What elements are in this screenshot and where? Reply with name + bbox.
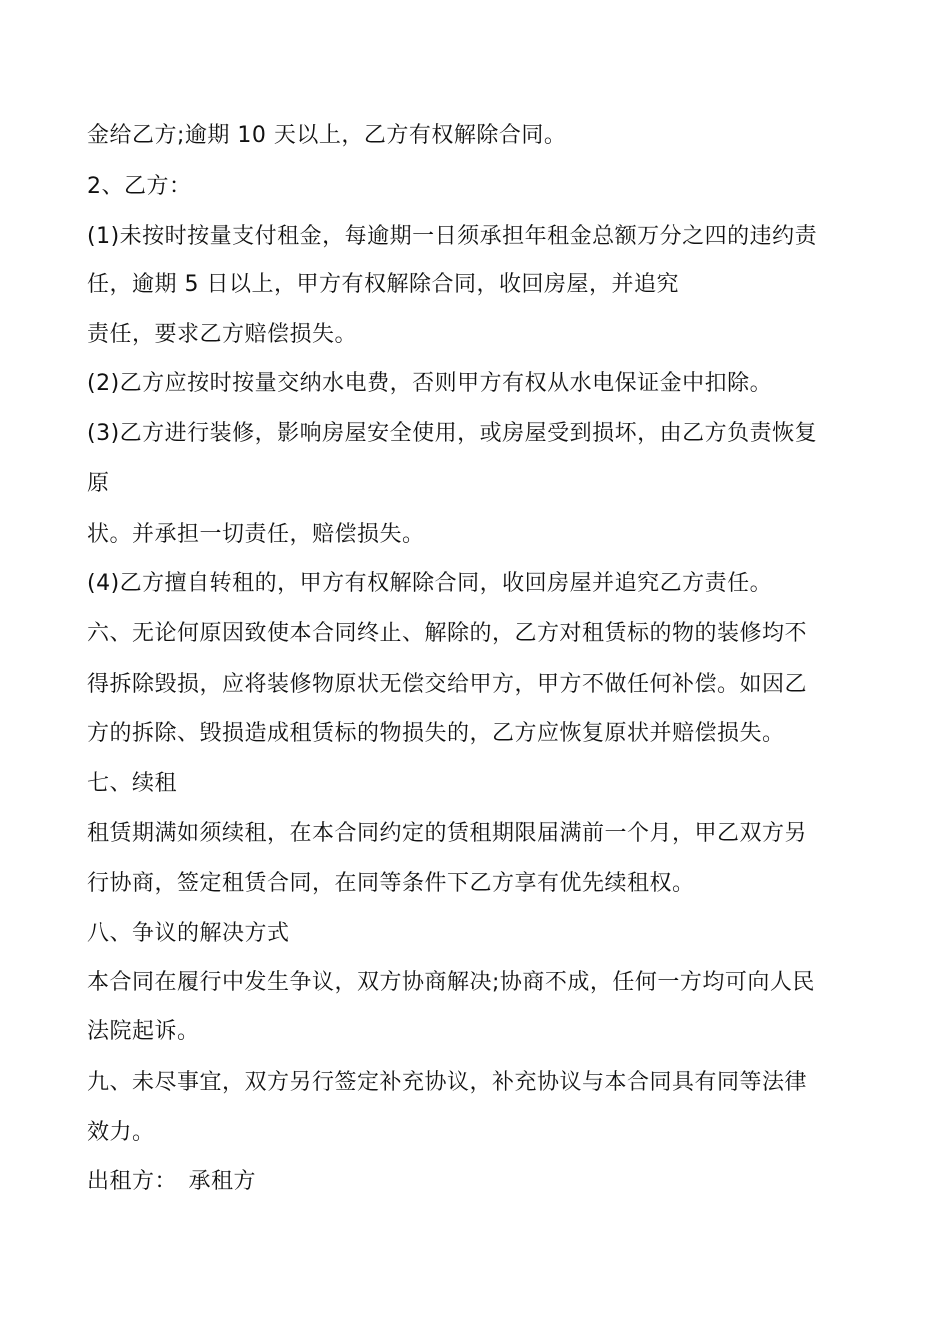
text-line: 金给乙方;逾期 10 天以上，乙方有权解除合同。 <box>87 123 567 148</box>
text-line: 本合同在履行中发生争议，双方协商解决;协商不成，任何一方均可向人民 <box>87 970 815 995</box>
signature-line: 出租方： 承租方 <box>87 1169 257 1194</box>
text-line: 租赁期满如须续租，在本合同约定的赁租期限届满前一个月，甲乙双方另 <box>87 821 808 846</box>
text-line: 责任，要求乙方赔偿损失。 <box>87 322 358 347</box>
text-line: 原 <box>87 471 110 496</box>
text-line: (2)乙方应按时按量交纳水电费，否则甲方有权从水电保证金中扣除。 <box>87 371 773 396</box>
text-line: (4)乙方擅自转租的，甲方有权解除合同，收回房屋并追究乙方责任。 <box>87 571 773 596</box>
section-heading: 八、争议的解决方式 <box>87 921 290 946</box>
text-line: 行协商，签定租赁合同，在同等条件下乙方享有优先续租权。 <box>87 871 695 896</box>
text-line: (1)未按时按量支付租金，每逾期一日须承担年租金总额万分之四的违约责 <box>87 224 818 249</box>
text-line: 任，逾期 5 日以上，甲方有权解除合同，收回房屋，并追究 <box>87 272 679 297</box>
text-line: 状。并承担一切责任，赔偿损失。 <box>87 522 425 547</box>
text-line: 得拆除毁损，应将装修物原状无偿交给甲方，甲方不做任何补偿。如因乙 <box>87 672 808 697</box>
section-heading: 七、续租 <box>87 771 178 796</box>
text-line: 法院起诉。 <box>87 1019 200 1044</box>
text-line: 九、未尽事宜，双方另行签定补充协议，补充协议与本合同具有同等法律 <box>87 1070 808 1095</box>
text-line: 方的拆除、毁损造成租赁标的物损失的，乙方应恢复原状并赔偿损失。 <box>87 721 785 746</box>
text-line: 六、无论何原因致使本合同终止、解除的，乙方对租赁标的物的装修均不 <box>87 621 808 646</box>
text-line: 效力。 <box>87 1120 155 1145</box>
text-line: (3)乙方进行装修，影响房屋安全使用，或房屋受到损坏，由乙方负责恢复 <box>87 421 818 446</box>
text-line: 2、乙方： <box>87 174 192 199</box>
